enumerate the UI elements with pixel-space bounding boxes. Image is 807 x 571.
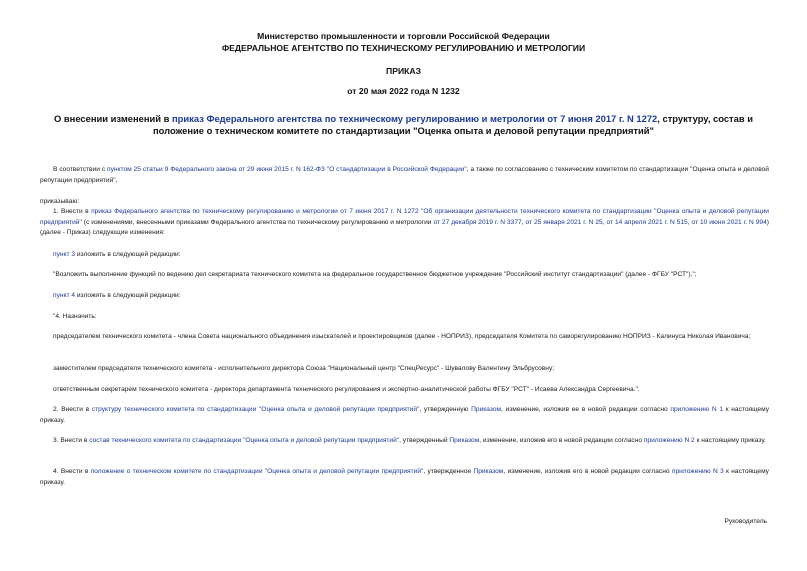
point-3-line <box>53 250 769 261</box>
appendix-2-link[interactable]: приложению N 2 <box>643 437 695 444</box>
item-1-text-2: (с изменениями, внесенными приказами Федерального агентства по техническому регулированию и метрологии <box>81 218 434 226</box>
point-3-link[interactable]: пункт 3 <box>53 251 75 258</box>
preamble-text: В соответствии с <box>53 166 108 173</box>
item-2-text-end: к настоящему приказу. <box>40 406 770 424</box>
item-1-paragraph <box>40 207 769 239</box>
structure-link[interactable]: структуру технического комитета по стандартизации "Оценка опыта и деловой репутации предприятий" <box>91 406 420 413</box>
item-2-text-3: , изменение, изложив ее в новой редакции согласно <box>501 406 671 413</box>
item-2-text: 2. Внести в <box>53 406 92 413</box>
preamble-paragraph <box>40 165 769 186</box>
point-4-line <box>53 291 769 302</box>
order-word: приказываю: <box>40 198 80 205</box>
item-1-order-link[interactable]: приказ Федерального агентства по техническому регулированию и метрологии от 7 июня 2017 г. N 1272 "Об организации деятельности технического комитета по стандартизации "Оценка опыта и деловой репутации предприятий" <box>40 208 769 226</box>
appendix-1-link[interactable]: приложению N 1 <box>670 406 723 413</box>
title-suffix: , структуру, состав и положение о техническом комитете по стандартизации "Оценка опыта и деловой репутации предприятий" <box>153 113 753 136</box>
amendment-link-jan-2021[interactable]: от 25 января 2021 г. N 25 <box>525 218 603 226</box>
title-prefix: О внесении изменений в <box>54 113 173 124</box>
assignment-deputy: заместителем председателя технического комитета - исполнительного директора Союза "Национальный центр "СпецРесурс" - Шувалову Валентину Эльбрусовну; <box>53 365 555 372</box>
preamble-law-link[interactable]: пунктом 25 статьи 9 Федерального закона от 29 июня 2015 г. N 162-ФЗ "О стандартизации в Российской Федерации" <box>107 166 467 173</box>
title-link[interactable]: приказ Федерального агентства по техническому регулированию и метрологии от 7 июня 2017 г. N 1272 <box>172 113 658 124</box>
amendment-link-apr-2021[interactable]: от 14 апреля 2021 г. N 515 <box>606 218 688 226</box>
point-4-text: изложить в следующей редакции: <box>75 292 181 299</box>
point-3-text: изложить в следующей редакции: <box>75 251 181 258</box>
separator: , <box>687 218 692 226</box>
point-4-link[interactable]: пункт 4 <box>53 292 75 299</box>
item-4-paragraph <box>40 467 769 488</box>
item-2-paragraph <box>40 405 769 426</box>
document-date-number: от 20 мая 2022 года N 1232 <box>347 86 460 96</box>
regulation-link[interactable]: положение о техническом комитете по стандартизации "Оценка опыта и деловой репутации предприятий" <box>90 468 424 475</box>
point-4-heading: "4. Назначить: <box>53 313 97 320</box>
preamble-text-end: , а также по согласованию с техническим комитетом по стандартизации "Оценка опыта и деловой репутации предприятий", <box>40 166 769 184</box>
item-3-order-link[interactable]: Приказом <box>449 437 480 444</box>
item-2-order-link[interactable]: Приказом <box>471 406 502 413</box>
appendix-3-link[interactable]: приложению N 3 <box>671 468 724 475</box>
composition-link[interactable]: состав технического комитета по стандартизации "Оценка опыта и деловой репутации предприятий" <box>89 437 400 444</box>
point-3-content: "Возложить выполнение функций по ведению дел секретариата технического комитета на федеральное государственное бюджетное учреждение "Российский институт стандартизации" (далее - ФГБУ "РСТ")."; <box>53 271 697 278</box>
document-type: ПРИКАЗ <box>386 66 421 76</box>
item-4-text-end: к настоящему приказу. <box>40 468 769 486</box>
item-3-text-2: , утвержденный <box>399 437 450 444</box>
amendment-link-2019[interactable]: от 27 декабря 2019 г. N 3377 <box>433 218 522 226</box>
item-3-text: 3. Внести в <box>53 437 90 444</box>
item-4-text: 4. Внести в <box>53 468 91 475</box>
separator: , <box>521 218 526 226</box>
item-1-text: 1. Внести в <box>53 208 92 215</box>
assignment-chairman: председателем технического комитета - члена Совета национального объединения изыскателей и проектировщиков (далее - НОПРИЗ), председателя Комитета по саморегулированию НОПРИЗ - Калинуса Николая Ивановича; <box>53 333 751 340</box>
item-3-paragraph <box>40 436 769 447</box>
item-3-text-3: , изменение, изложив его в новой редакции согласно <box>479 437 644 444</box>
agency-name: ФЕДЕРАЛЬНОЕ АГЕНТСТВО ПО ТЕХНИЧЕСКОМУ РЕГУЛИРОВАНИЮ И МЕТРОЛОГИИ <box>221 43 586 53</box>
document-title <box>36 113 771 137</box>
item-4-text-2: , утвержденное <box>423 468 474 475</box>
ministry-name: Министерство промышленности и торговли Российской Федерации <box>257 31 550 41</box>
item-4-order-link[interactable]: Приказом <box>473 468 504 475</box>
item-1-text-end: ) (далее - Приказ) следующие изменения: <box>40 218 769 236</box>
item-2-text-2: , утвержденную <box>419 406 472 413</box>
assignment-secretary: ответственным секретарем технического комитета - директора департамента технического регулирования и экспертно-аналитической работы ФГБУ "РСТ" - Исаева Александра Сергеевича.". <box>53 386 640 393</box>
separator: , <box>602 218 607 226</box>
signature-title: Руководитель <box>724 518 767 525</box>
amendment-link-jun-2021[interactable]: от 10 июня 2021 г. N 994 <box>691 218 767 226</box>
item-4-text-3: , изменение, изложив его в новой редакции согласно <box>503 468 672 475</box>
item-3-text-end: к настоящему приказу. <box>694 437 766 444</box>
